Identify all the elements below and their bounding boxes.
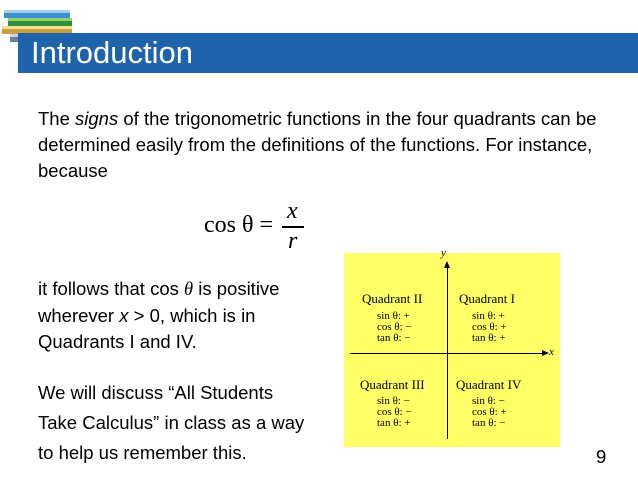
x-variable: x — [119, 305, 129, 326]
y-axis-arrow — [444, 261, 450, 268]
text-run: of the trigonometric functions in the four quadrants can be determined easily from the definitions of the functions. For instance, because — [38, 108, 597, 181]
quadrant-4-title: Quadrant IV — [456, 377, 522, 392]
slide-title: Introduction — [31, 35, 193, 70]
page-number: 9 — [596, 446, 607, 467]
quadrant-1-title: Quadrant I — [459, 291, 515, 306]
x-axis-arrow — [542, 350, 549, 356]
quadrant-2-cos: cos θ: − — [377, 321, 412, 333]
quadrant-3-tan: tan θ: + — [377, 417, 411, 429]
text-run: it follows that cos — [38, 278, 185, 299]
intro-paragraph — [38, 106, 628, 184]
fraction-denominator: r — [288, 228, 298, 254]
y-axis-label: y — [441, 247, 446, 259]
quadrant-signs-figure — [344, 247, 560, 447]
quadrant-2-tan: tan θ: − — [377, 332, 411, 344]
quadrant-3-title: Quadrant III — [360, 377, 425, 392]
cos-positive-paragraph — [38, 276, 338, 355]
quadrant-3-cos: cos θ: − — [377, 406, 412, 418]
text-run: is positive wherever — [38, 278, 280, 326]
mnemonic-line: We will discuss “All Students — [38, 382, 274, 403]
emphasis-signs: signs — [75, 108, 119, 129]
text-run: > 0, which is in Quadrants I and IV. — [38, 305, 256, 352]
mnemonic-paragraph — [38, 378, 348, 468]
quadrant-2-title: Quadrant II — [362, 291, 423, 306]
cos-formula-lhs: cos θ = — [204, 212, 274, 238]
quadrant-1-tan: tan θ: + — [472, 332, 506, 344]
quadrant-1-sin: sin θ: + — [472, 310, 505, 322]
x-axis-label: x — [549, 346, 554, 358]
fraction-numerator: x — [287, 198, 298, 224]
quadrant-2-sin: sin θ: + — [377, 310, 410, 322]
mnemonic-line: Take Calculus” in class as a way — [38, 412, 305, 433]
quadrant-4-cos: cos θ: + — [472, 406, 507, 418]
x-axis — [350, 353, 544, 354]
quadrant-3-sin: sin θ: − — [377, 395, 410, 407]
theta-symbol: θ — [184, 280, 194, 300]
quadrant-4-tan: tan θ: − — [472, 417, 506, 429]
quadrant-1-cos: cos θ: + — [472, 321, 507, 333]
mnemonic-line: to help us remember this. — [38, 442, 247, 463]
text-run: The — [38, 108, 76, 129]
quadrant-4-sin: sin θ: − — [472, 395, 505, 407]
